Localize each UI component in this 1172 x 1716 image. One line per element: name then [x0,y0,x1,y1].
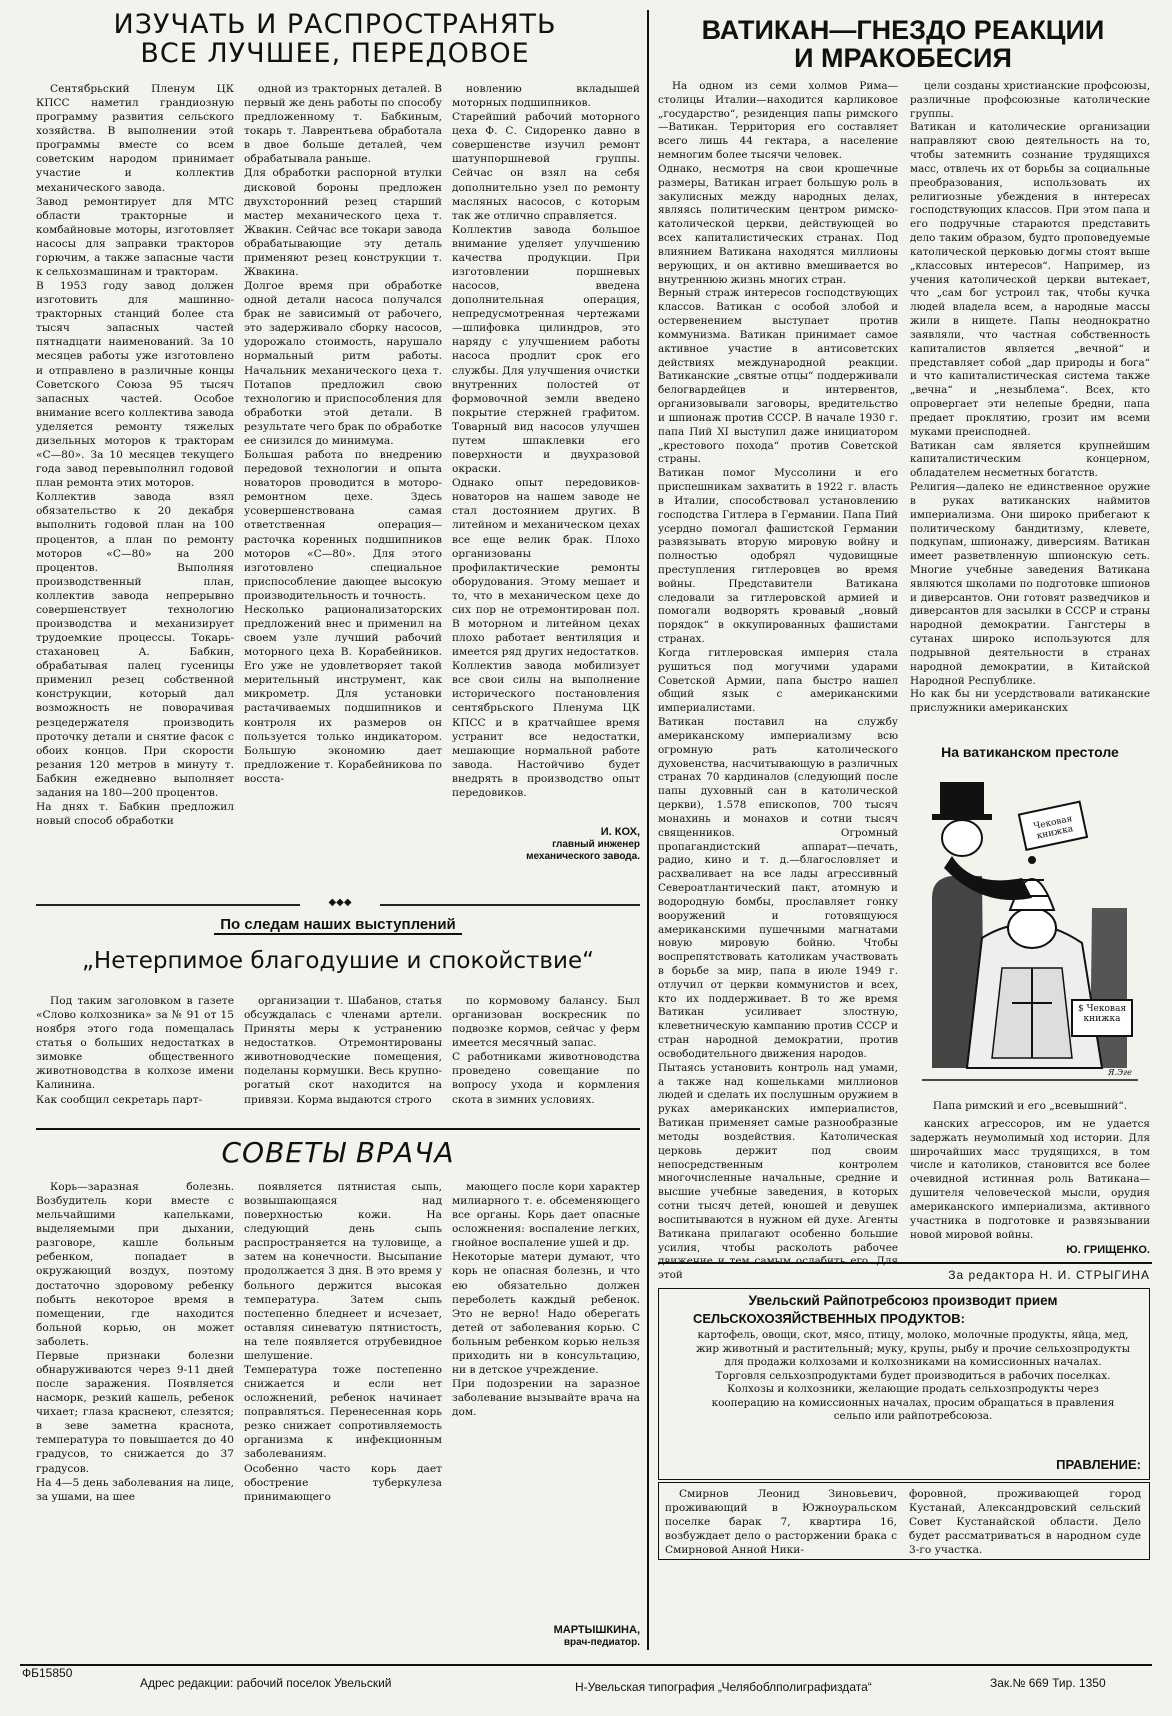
article1-col2-text: одной из тракторных деталей. В первый же день работы по способу предложенному т. Бабкиным, токарь т. Лаврентьева обработала в двое больше деталей, чем обрабатывала раньше. Для обработки распорной втулки дисковой бороны предложен двухсторонний резец старший мастер механического цеха т. Жвакин. Сейчас все токари завода обрабатывающие эту деталь применяют резец конструкции т. Жвакина. Долгое время при обработке одной детали насоса получался брак не зависимый от рабочего, это задерживало сборку насосов, удорожало стоимость, нарушало нормальный ритм работы. Начальник механического цеха т. Потапов предложил свою технологию и приспособления для обработки этой детали. В результате чего брак по обработке ее снизился до минимума. Большая работа по внедрению передовой технологии и опыта новаторов проводится в моторо-ремонтном цехе. Здесь усовершенствована самая ответственная операция—расточка коренных подшипников моторов «С—80». Для этого изготовлено специальное приспособление дающее высокую производительность и точность. Несколько рационализаторских предложений внес и применил на своем узле лучший рабочий моторного цеха В. Корабейников. Его уже не удовлетворяет такой мерительный инструмент, как микрометр. Для установки растачиваемых подшипников и контроля их размеров он пользуется только индикатором. Большую экономию дает предложение т. Корабейникова по восста- [244,83,442,785]
cartoon-title: На ватиканском престоле [941,744,1119,760]
footer-printer: Н-Увельская типография „Челябоблполиграфиздата“ [575,1680,872,1694]
article3-column-1 [36,1180,234,1660]
ad-line2: СЕЛЬСКОХОЗЯЙСТВЕННЫХ ПРОДУКТОВ: [693,1311,965,1326]
article3-col3-text: мающего после кори характер милиарного т. е. обсеменяющего все органы. Корь дает опасные осложнения: воспаление легких, гнойное воспаление ушей и др. Некоторые матери думают, что корь не опасная болезнь, и что ею обязательно должен переболеть каждый ребенок. Это не верно! Надо оберегать детей от заболевания корью. С больным ребенком корью нельзя приходить ни в консультацию, ни в детское учреждение. При подозрении на заразное заболевание вызывайте врача на дом. [452,1181,640,1419]
ad-line1: Увельский Райпотребсоюз производит прием [748,1293,1058,1308]
article4-col3-text: канских агрессоров, им не удается задержать неумолимый ход истории. Для широчайших масс трудящихся, в том числе и католиков, становится все более очевидной истинная роль Ватикана—душителя человеческой мысли, орудия американского империализма, активного участника в подготовке и развязывании новой мировой войны. [910,1118,1150,1241]
editor-line: За редактора Н. И. СТРЫГИНА [948,1268,1150,1282]
article2-col2-text: организации т. Шабанов, статья обсуждалась с членами артели. Приняты меры к устранению недостатков. Отремонтированы животноводческие помещения, поделаны кормушки. Весь крупно-рогатый скот находится на привязи. Корма выдаются строго [244,995,442,1106]
article3-column-3 [452,1180,640,1620]
article2-column-2 [244,994,442,1124]
footer-code: ФБ15850 [22,1666,73,1680]
divorce-notice-box [658,1482,1150,1560]
ad-body: картофель, овощи, скот, мясо, птицу, молоко, молочные продукты, яйца, мед, жир животный и растительный; муку, крупы, рыбу и прочие сельхозпродукты для продажи колхозами и колхозниками на комиссионных началах. Торговля сельхозпродуктами будет производиться в рабочих поселках. Колхозы и колхозники, желающие продать сельхозпродукты через кооперацию на комиссионных началах, просим обращаться в правления сельпо или райпотребсоюза. [695,1329,1131,1423]
article1-col1-text: Сентябрьский Пленум ЦК КПСС наметил грандиозную программу развития сельского хозяйства. В выполнении этой программы вместе со всем советским народом принимает участие и коллектив механического завода. Завод ремонтирует для МТС области тракторные и комбайновые моторы, изготовляет насосы для заправки тракторов горючим, а также запасные части к сельхозмашинам и тракторам. В 1953 году завод должен изготовить для машинно-тракторных станций более ста тысяч запасных частей пятнадцати наименований. За 10 месяцев работы уже изготовлено и отправлено в различные концы Советского Союза 95 тысяч запасных частей. Особое внимание всего коллектива завода уделяется ремонту тяжелых дизельных моторов к тракторам «С—80». За 10 месяцев текущего года завод перевыполнил годовой план ремонта этих моторов. Коллектив завода взял обязательство к 20 декабря выполнить годовой план на 100 процентов, а план по ремонту моторов «С—80» на 200 процентов. Выполняя производственный план, коллектив завода непрерывно совершенствует технологию производства и механизирует трудоемкие процессы. Токарь-стахановец А. Бабкин, обрабатывая палец гусеницы применил резец собственной конструкции, который дал возможность не поворачивая резцедержателя производить проточку детали и снятие фасок с обоих концов. При скорости резания 120 метров в минуту т. Бабкин ежедневно выполняет задания на 180—200 процентов. На днях т. Бабкин предложил новый способ обработки [36,83,234,828]
article1-author-role: главный инженер [552,839,640,851]
cartoon-frame [912,768,1148,1096]
divorce-column-2: форовной, проживающей город Кустанай, Александровский сельский Совет Кустанайской области. Дело будет рассматриваться в народном суде 3-го участка. [909,1488,1141,1557]
article2-col1-text: Под таким заголовком в газете «Слово колхозника» за № 91 от 15 ноября этого года помещалась статья о больших недостатках в зимовке общественного животноводства в колхозе имени Калинина. Как сообщил секретарь парт- [36,995,234,1106]
article4-column-1 [658,80,898,1282]
article1-author-org: механического завода. [526,851,640,863]
article1-column-2 [244,82,442,892]
article4-signature: Ю. ГРИЩЕНКО. [1066,1244,1150,1256]
article3-column-2 [244,1180,442,1660]
divorce-column-1: Смирнов Леонид Зиновьевич, проживающий в Южноуральском поселке барак 7, квартира 16, возбуждает дело о расторжении брака с Смирновой Анной Ники- [665,1488,897,1557]
cartoon-author: Я.Эге [1108,1068,1132,1077]
article2-rubric-text: По следам наших выступлений [214,916,462,935]
column-divider [647,10,649,1650]
article1-title-line2: ВСЕ ЛУЧШЕЕ, ПЕРЕДОВОЕ [140,38,530,69]
article4-column-2 [910,80,1150,740]
article2-title: „Нетерпимое благодушие и спокойствие“ [81,948,595,974]
article3-author: МАРТЫШКИНА, [553,1624,640,1636]
article1-column-1 [36,82,234,892]
ad-signature: ПРАВЛЕНИЕ: [1056,1457,1141,1472]
cartoon-caption: Папа римский и его „всевышний“. [932,1100,1128,1112]
editor-rule [658,1262,1152,1264]
article3-title: СОВЕТЫ ВРАЧА [221,1136,455,1169]
article2-col3-text: по кормовому балансу. Был организован воскресник по подвозке кормов, сейчас у ферм имеется месячный запас. С работниками животноводства проведено совещание по вопросу ухода и кормления скота в зимних условиях. [452,995,640,1106]
article4-column-3 [910,1118,1150,1242]
footer-address: Адрес редакции: рабочий поселок Увельский [140,1676,392,1690]
cartoon-book-label-1: Чековая книжка [1032,814,1075,842]
article1-column-3 [452,82,640,822]
article4-col1-text: На одном из семи холмов Рима—столицы Италии—находится карликовое „государство“, резиденция папы римского—Ватикан. Территория его составляет всего лишь 44 гектара, а население немногим более тысячи человек. Однако, несмотря на свои крошечные размеры, Ватикан играет большую роль в закулисных между народных делах, являясь политическим центром римско-католической церкви, действующей во всех капиталистических странах. Под влиянием Ватикана находятся миллионы верующих, и он активно вмешивается во внутреннюю жизнь многих стран. Верный страж интересов господствующих классов. Ватикан с особой злобой и остервенением выступает против коммунизма. Ватикан принимает самое активное участие в антисоветских действиях международной реакции. Ватиканские „святые отцы“ поддерживали белогвардейцев и интервентов, организовывали заговоры, вредительство и шпионаж против СССР. В начале 1930 г. папа Пий XI выступил даже инициатором „крестового похода“ против Советской страны. Ватикан помог Муссолини и его приспешникам захватить в 1922 г. власть в Италии, способствовал установлению господства Гитлера в Германии. Папа Пий усердно помогал фашистской Германии развязывать вторую мировую войну и полностью одобрял чудовищные преступления гитлеровцев во время войны. Представители Ватикана следовали за гитлеровской армией и помогали водворять кровавый „новый порядок“ в оккупированных фашистами странах. Когда гитлеровская империя стала рушиться под могучими ударами Советской Армии, папа быстро нашел общий язык с американскими империалистами. Ватикан поставил на службу американскому империализму всю огромную рать католического духовенства, насчитывающую в различных странах 70 кардиналов (следующий после папы духовный сан в католической церкви), 1.578 епископов, 700 тысяч монахинь и монахов и сотни тысяч священников. Огромный пропагандистский аппарат—печать, радио, кино и т. д.—благословляет и расхваливает на все лады агрессивный Североатлантический пакт, атомную и водородную бомбы, прославляет гонку вооружений и готовящуюся американскими пушечными магнатами новую мировую бойню. Чтобы воспрепятствовать католикам участвовать в борьбе за мир, папа в июле 1949 г. отлучил от церкви коммунистов и всех, кто их поддерживает. В то же время Ватикан усиливает злостную, клеветническую кампанию против СССР и стран народной демократии, против освободительного движения народов. Пытаясь установить контроль над умами, а также над кошельками миллионов людей и сделать их послушным оружием в руках американских империалистов, Ватикан применяет самые разнообразные методы воздействия. Католическая церковь держит под своим непосредственным контролем многочисленные начальные, средние и высшие учебные заведения, в которых сотни тысяч детей, юношей и девушек воспитываются в нужном ей духе. Агенты Ватикана прилагают особенно большие усилия, чтобы расколоть рабочее этой [658,80,898,1282]
article1-col3-text: новлению вкладышей моторных подшипников. Старейший рабочий моторного цеха Ф. С. Сидоренко давно в совершенстве изучил ремонт шатунпоршневой группы. Сейчас он взял на себя дополнительно узел по ремонту масляных насосов, с которым так же отлично справляется. Коллектив завода большое внимание уделяет улучшению качества продукции. При изготовлении поршневых насосов, введена дополнительная операция, непредусмотренная чертежами—шлифовка цилиндров, это наряду с улучшением работы насоса продлит срок его службы. Для улучшения очистки внутренних полостей от формовочной земли введено покрытие стержней графитом. Товарный вид насосов улучшен путем шпаклевки его поверхности и двухразовой окраски. Однако опыт передовиков-новаторов на нашем заводе не стал достоянием других. В литейном и механическом цехах все еще велик брак. Плохо организованы профилактические ремонты оборудования. Этому мешает и то, что в механическом цехе до сих пор не отремонтирован пол. В моторном и литейном цехах плохо работает вентиляция и имеется ряд других недостатков. Коллектив завода мобилизует все свои силы на выполнение исторического постановления сентябрьского Пленума ЦК КПСС и в кратчайшее время устранит все недостатки, мешающие нормальной работе завода. Настойчиво будет внедрять в производство опыт передовиков. [452,83,640,799]
article3-author-role: врач-педиатор. [563,1637,640,1649]
article1-signature [452,826,640,863]
article3-signature [452,1624,640,1649]
footer-rule [20,1664,1152,1666]
article4-title-line2: И МРАКОБЕСИЯ [794,43,1012,73]
cartoon-illustration [912,768,1148,1096]
ornament-divider: ◆◆◆ [300,897,380,908]
article1-title-line1: ИЗУЧАТЬ И РАСПРОСТРАНЯТЬ [113,9,557,40]
article2-column-3 [452,994,640,1124]
article4-title-line1: ВАТИКАН—ГНЕЗДО РЕАКЦИИ [701,15,1105,45]
cartoon-book-label-2: $ Чековая книжка [1077,1004,1127,1024]
article2-rubric [36,916,640,934]
article3-col1-text: Корь—заразная болезнь. Возбудитель кори вместе с мельчайшими капельками, выделяемыми при дыхании, разговоре, кашле больным ребенком, попадает в окружающий воздух, поэтому достаточно здоровому ребенку побыть некоторое время в помещении, где находится больной корью, он может заболеть. Первые признаки болезни обнаруживаются через 9-11 дней после заражения. Появляется насморк, резкий кашель, ребенок чихает; глаза краснеют, слезятся; в зеве заметна краснота, температура то повышается до 40 градусов, то снижается до 37 градусов. На 4—5 день заболевания на лице, за ушами, на шее [36,1181,234,1503]
article4-headline [658,16,1148,72]
advertisement-box [658,1288,1150,1480]
article1-author: И. КОХ, [600,826,640,838]
article1-headline [40,10,630,68]
article4-col2-text: цели созданы христианские профсоюзы, различные профсоюзные католические группы. Ватикан и католические организации направляют свою деятельность на то, чтобы затемнить сознание трудящихся масс, отвлечь их от борьбы за социальные преобразования, использовать их религиозные убеждения в интересах господствующих классов. При этом папа и его подручные стараются представить дело таким образом, будто проповедуемые католической церковью догмы стоят выше „классовых интересов“. Например, из учения католической церкви вытекает, что „сам бог устроил так, чтобы кучка людей владела всем, а народные массы жили в нищете. Папы неоднократно заявляли, что частная собственность капиталистов является „вечной“ и представляет собой „дар природы и бога“ и что капиталистическая система также „вечна“ и „незыблема“. Всех, кто опровергает эти нелепые бредни, папа предает проклятию, грозит им всеми муками преисподней. Ватикан сам является крупнейшим капиталистическим концерном, обладателем несметных богатств. Религия—далеко не единственное оружие в руках ватиканских наймитов империализма. Они широко прибегают к политическому бандитизму, клевете, подкупам, шпионажу, диверсиям. Ватикан имеет разветвленную шпионскую сеть. Многие учебные заведения Ватикана являются школами по подготовке шпионов и диверсантов. Они готовят разведчиков и диверсантов для засылки в СССР и страны народной демократии. Гангстеры в сутанах широко используются для подрывной деятельности в странах народной демократии, в Китайской Народной Республике. Но как бы ни усердствовали ватиканские прислужники американских [910,80,1150,715]
article2-column-1 [36,994,234,1124]
section-divider-2 [36,1128,640,1130]
article3-col2-text: появляется пятнистая сыпь, возвышающаяся над поверхностью кожи. На следующий день сыпь распространяется на туловище, а затем на конечности. Высыпание продолжается 3 дня. В это время у больного держится высокая температура. Затем сыпь постепенно бледнеет и исчезает, оставляя синеватую пятнистость, на теле появляется отрубевидное шелушение. Температура тоже постепенно снижается и если нет осложнений, ребенок начинает поправляться. Перенесенная корь резко снижает сопротивляемость организма к инфекционным заболеваниям. Особенно часто корь дает обострение туберкулеза принимающего [244,1181,442,1503]
footer-order: Зак.№ 669 Тир. 1350 [990,1676,1106,1690]
